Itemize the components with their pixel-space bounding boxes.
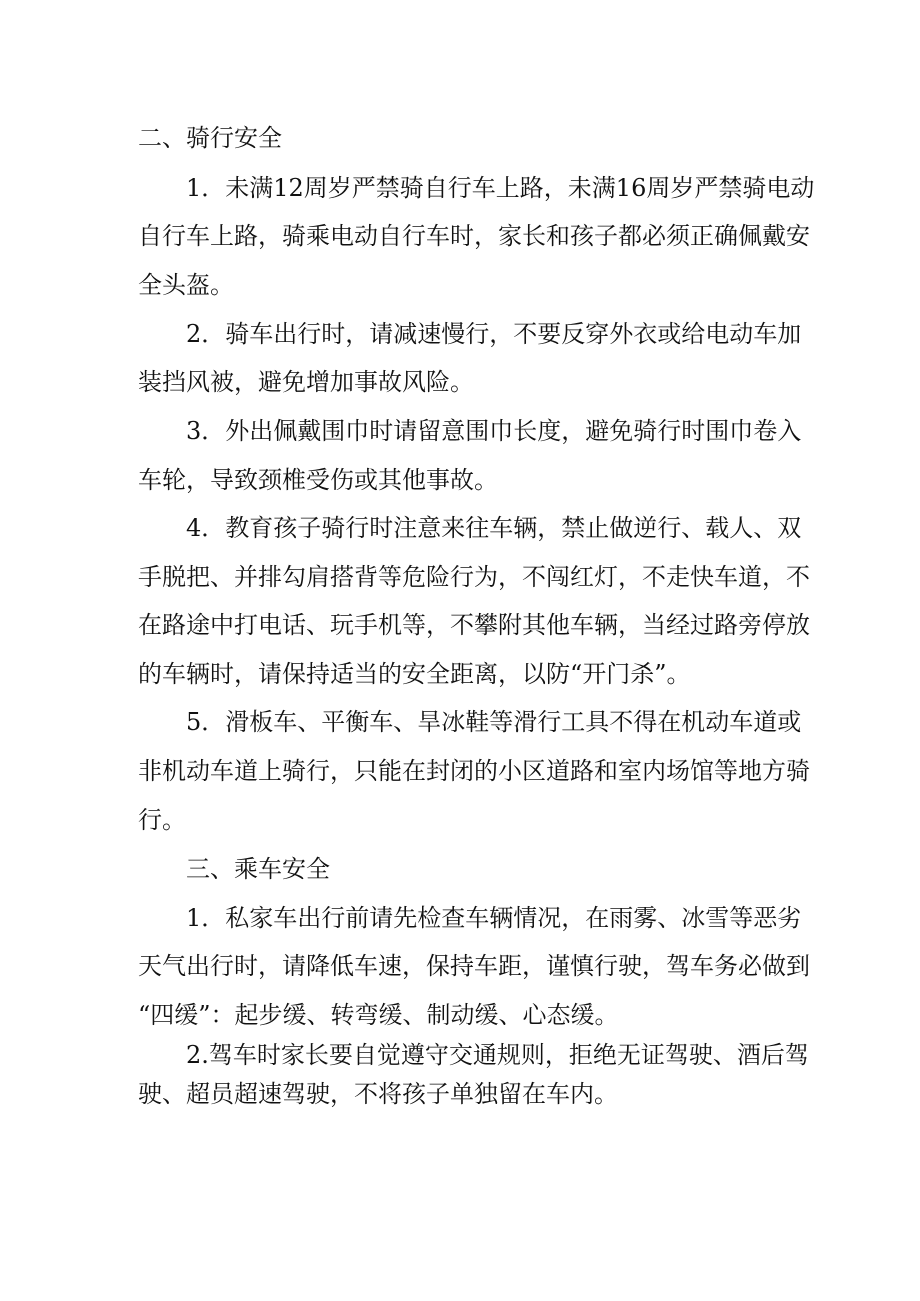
paragraph-line: 手脱把、并排勾肩搭背等危险行为，不闯红灯，不走快车道，不 (138, 563, 810, 591)
paragraph-line: 的车辆时，请保持适当的安全距离，以防“开门杀”。 (138, 660, 691, 688)
paragraph-line: 2．骑车出行时，请减速慢行，不要反穿外衣或给电动车加 (186, 320, 802, 348)
paragraph-line: 5．滑板车、平衡车、旱冰鞋等滑行工具不得在机动车道或 (186, 708, 802, 736)
paragraph-line: 驶、超员超速驾驶，不将孩子单独留在车内。 (138, 1080, 618, 1108)
paragraph-line: 天气出行时，请降低车速，保持车距，谨慎行驶，驾车务必做到 (138, 952, 810, 980)
paragraph-line: 在路途中打电话、玩手机等，不攀附其他车辆，当经过路旁停放 (138, 611, 810, 639)
paragraph-line: 行。 (138, 806, 186, 834)
paragraph-line: 非机动车道上骑行，只能在封闭的小区道路和室内场馆等地方骑 (138, 757, 810, 785)
paragraph-line: 2.驾车时家长要自觉遵守交通规则，拒绝无证驾驶、酒后驾 (186, 1041, 809, 1069)
paragraph-line: 4．教育孩子骑行时注意来往车辆，禁止做逆行、载人、双 (186, 514, 802, 542)
paragraph-line: 自行车上路，骑乘电动自行车时，家长和孩子都必须正确佩戴安 (138, 222, 810, 250)
paragraph-line: 3．外出佩戴围巾时请留意围巾长度，避免骑行时围巾卷入 (186, 417, 802, 445)
section-heading-riding-safety: 二、骑行安全 (138, 124, 282, 152)
paragraph-line: 1．未满12周岁严禁骑自行车上路，未满16周岁严禁骑电动 (186, 174, 815, 202)
paragraph-line: 全头盔。 (138, 271, 234, 299)
paragraph-line: “四缓”：起步缓、转弯缓、制动缓、心态缓。 (138, 1001, 619, 1029)
paragraph-line: 车轮，导致颈椎受伤或其他事故。 (138, 466, 498, 494)
section-heading-vehicle-safety: 三、乘车安全 (186, 855, 330, 883)
paragraph-line: 1．私家车出行前请先检查车辆情况，在雨雾、冰雪等恶劣 (186, 904, 802, 932)
paragraph-line: 装挡风被，避免增加事故风险。 (138, 368, 474, 396)
